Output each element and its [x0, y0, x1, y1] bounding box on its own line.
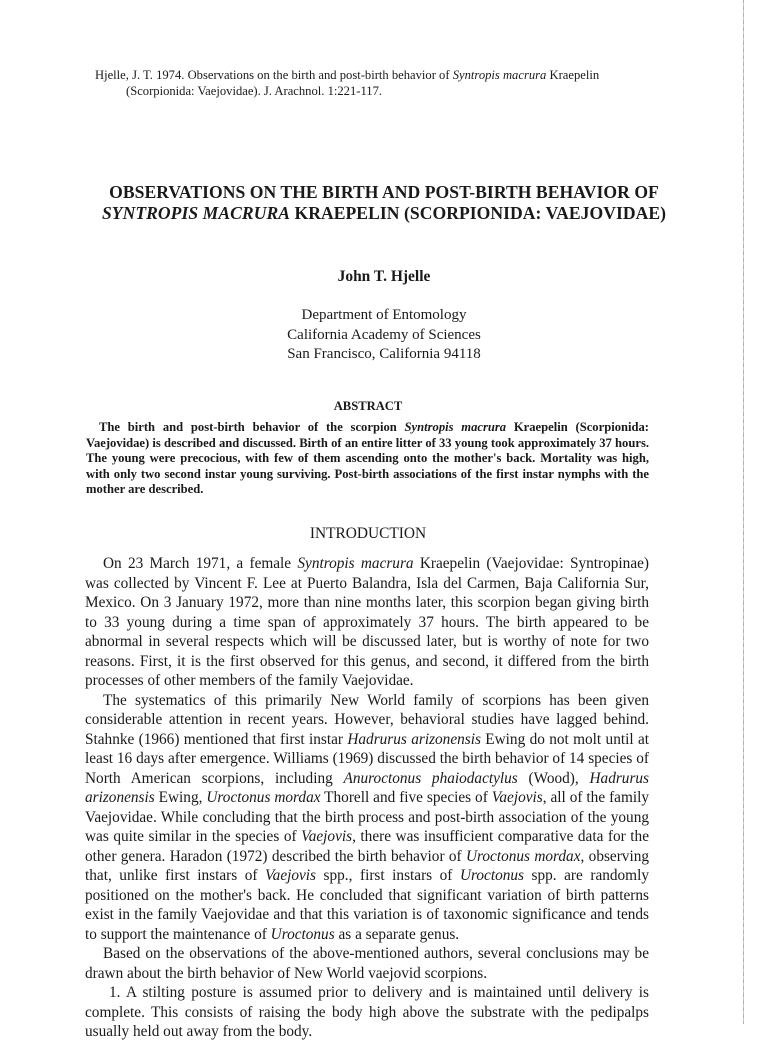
text-run: Kraepelin	[546, 68, 600, 82]
affiliation-address: San Francisco, California 94118	[287, 346, 481, 362]
italic-taxon-name: Uroctonus mordax	[465, 847, 581, 865]
citation-line-1	[95, 67, 675, 83]
title-line-1: OBSERVATIONS ON THE BIRTH AND POST-BIRTH BEHAVIOR OF	[109, 182, 659, 202]
paragraph	[85, 944, 649, 983]
introduction-heading: INTRODUCTION	[309, 525, 427, 542]
text-run: , all of the family Vaejovidae. While concluding that the birth process and post-birth association of the young was quite similar in the species of	[85, 789, 650, 845]
citation-line-2: (Scorpionida: Vaejovidae). J. Arachnol. 1:221-117.	[126, 84, 383, 98]
text-run: Kraepelin (Scorpionida: Vaejovidae) is described and discussed. Birth of an entire litter of 33 young took approximately 37 hours. The young were precocious, with few of them ascending onto the mother's back. Mortality was high, with only two second instar young surviving. Post-birth associations of the first instar nymphs with the mother are described.	[86, 420, 649, 497]
text-run: as a separate genus.	[334, 925, 460, 943]
italic-taxon-name: Uroctonus mordax	[206, 789, 321, 806]
italic-taxon-name: Syntropis macrura	[404, 420, 507, 434]
affiliation-institution: California Academy of Sciences	[287, 326, 481, 343]
text-run: Ewing,	[154, 789, 207, 806]
author-name: John T. Hjelle	[337, 268, 431, 285]
text-run: 1. A stilting posture is assumed prior to delivery and is maintained until delivery is complete. This consists of raising the body high above the substrate with the pedipalps usually held out away from the body.	[85, 984, 649, 1040]
affiliation-department: Department of Entomology	[301, 307, 467, 323]
text-run: On 23 March 1971, a female	[103, 555, 298, 572]
italic-taxon-name: Hadrurus arizonensis	[347, 730, 481, 748]
text-run: Based on the observations of the above-mentioned authors, several conclusions may be drawn about the birth behavior of New World vaejovid scorpions.	[85, 945, 649, 982]
text-run: The systematics of this primarily New World family of scorpions has been given considerable attention in recent years. However, behavioral studies have lagged behind. Stahnke (1966) mentioned that first instar	[85, 691, 649, 748]
italic-taxon-name: Uroctonus	[270, 925, 335, 943]
italic-taxon-name: Syntropis macrura	[297, 555, 414, 572]
introduction-body	[85, 554, 649, 1042]
page-edge-divider	[743, 0, 744, 1024]
italic-taxon-name: Anuroctonus phaiodactylus	[343, 769, 518, 787]
numbered-list-item	[85, 983, 649, 1042]
text-run: , there was insufficient comparative data for the other genera. Haradon (1972) described the birth behavior of	[85, 828, 649, 865]
text-run: The birth and post-birth behavior of the scorpion	[99, 420, 405, 434]
abstract-heading: ABSTRACT	[333, 399, 403, 413]
title-species-name: SYNTROPIS MACRURA	[101, 203, 291, 223]
text-run: spp. are randomly positioned on the mother's back. He concluded that significant variation of birth patterns exist in the family Vaejovidae and that this variation is of taxonomic significance and tends to support the maintenance of	[85, 867, 649, 943]
text-run: Thorell and five species of	[320, 789, 492, 806]
text-run: Kraepelin (Vaejovidae: Syntropinae) was collected by Vincent F. Lee at Puerto Balandra, Isla del Carmen, Baja California Sur, Mexico. On 3 January 1972, more than nine months later, this scorpion began giving birth to 33 young during a time span of approximately 37 hours. The birth appeared to be abnormal in several respects which will be discussed later, but is worthy of note for two reasons. First, it is the first observed for this genus, and second, it differed from the birth processes of other members of the family Vaejovidae.	[85, 555, 650, 689]
text-run: Ewing do not molt until at least 16 days after emergence. Williams (1969) discussed the birth behavior of 14 species of North American scorpions, including	[85, 730, 649, 787]
italic-taxon-name: Syntropis macrura	[452, 68, 547, 82]
text-run: (Wood),	[517, 769, 590, 787]
title-line-2-rest: KRAEPELIN (SCORPIONIDA: VAEJOVIDAE)	[290, 203, 667, 223]
italic-taxon-name: Vaejovis	[301, 828, 353, 845]
citation	[95, 67, 675, 99]
paper-title	[60, 182, 708, 224]
abstract-body	[86, 420, 649, 498]
title-line-2	[60, 203, 708, 224]
text-run: Hjelle, J. T. 1974. Observations on the birth and post-birth behavior of	[95, 68, 453, 82]
paragraph	[85, 691, 649, 945]
italic-taxon-name: Hadrurus arizonensis	[85, 769, 649, 806]
italic-taxon-name: Vaejovis	[491, 789, 543, 806]
paragraph	[85, 554, 649, 691]
italic-taxon-name: Vaejovis	[265, 867, 317, 884]
text-run: spp., first instars of	[316, 867, 460, 884]
affiliation	[0, 306, 768, 365]
italic-taxon-name: Uroctonus	[459, 867, 524, 884]
text-run: , observing that, unlike first instars of	[85, 847, 649, 884]
